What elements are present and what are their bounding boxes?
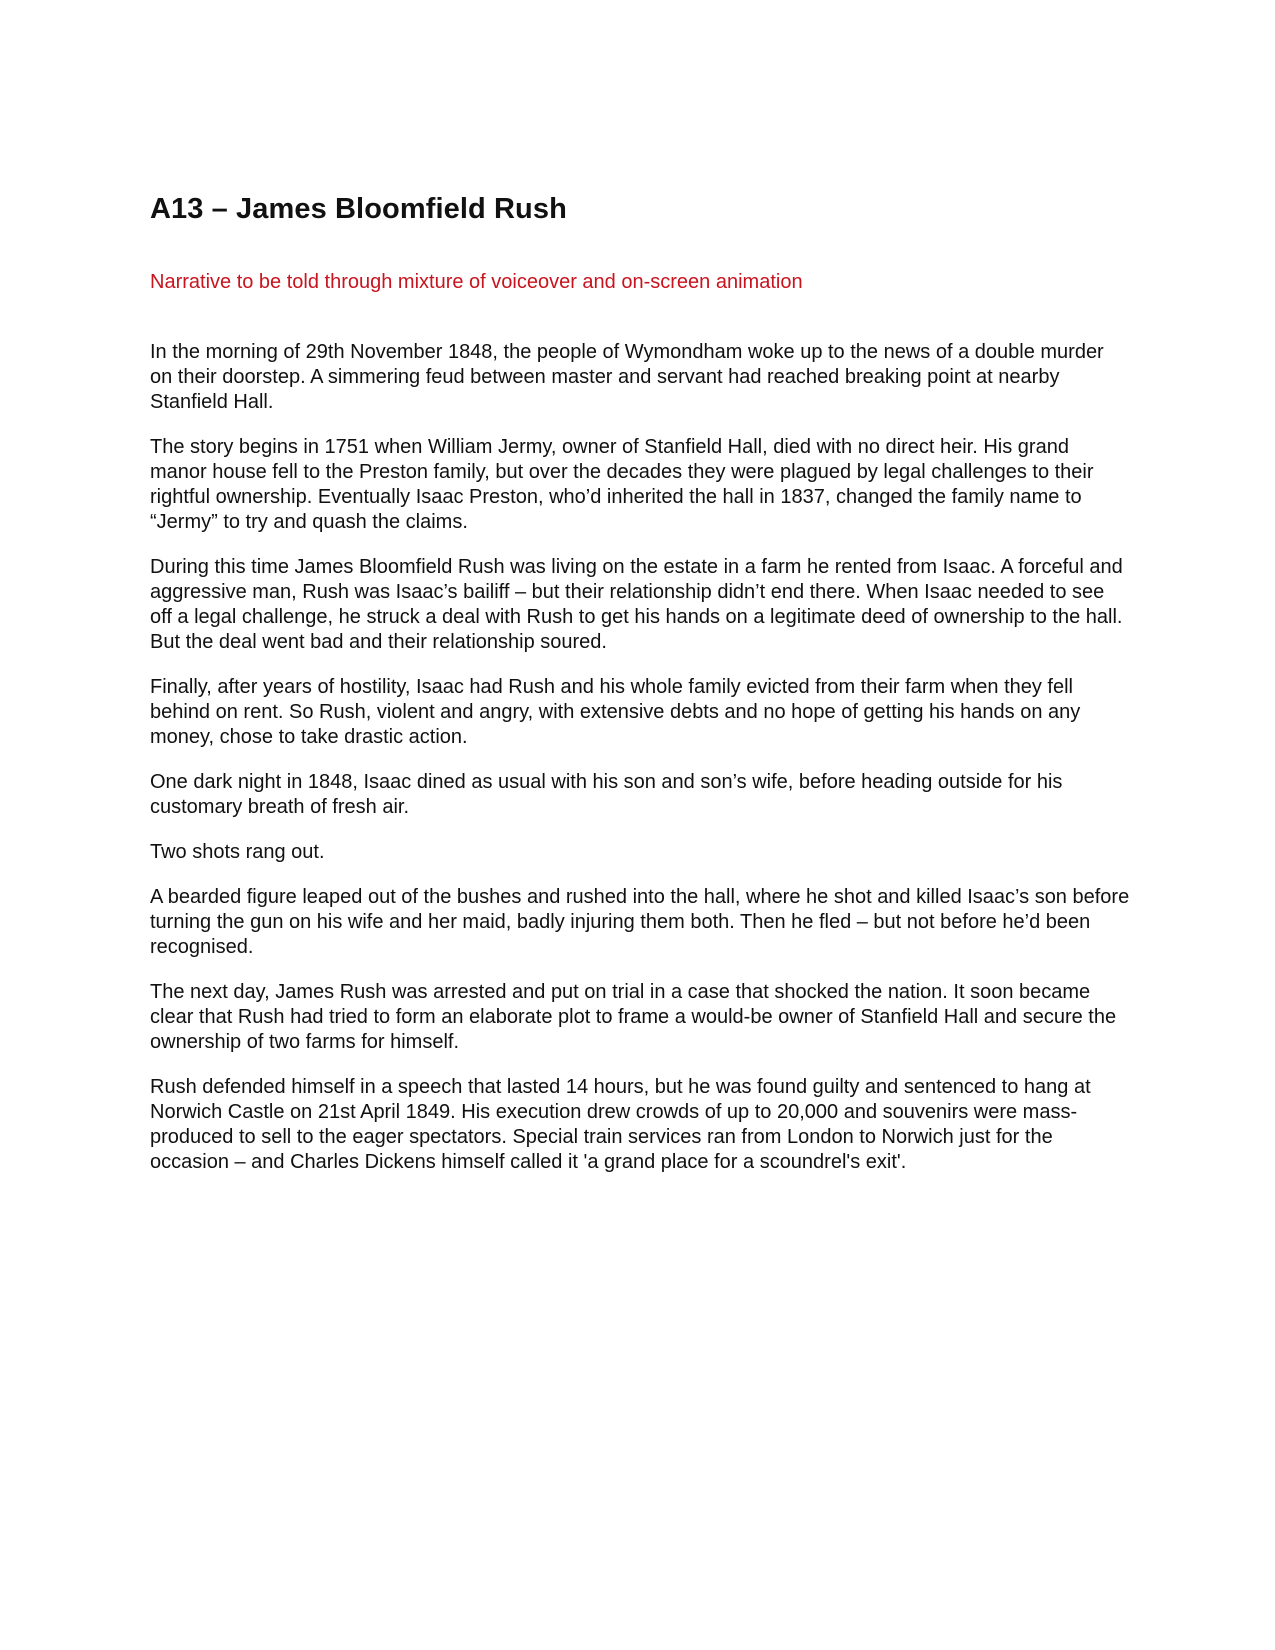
paragraph: Two shots rang out.	[150, 841, 325, 863]
paragraph: Finally, after years of hostility, Isaac had Rush and his whole family evicted from their farm when they fell behind on rent. So Rush, violent and angry, with extensive debts and no hope of getting his hands on any money, chose to take drastic action.	[150, 676, 1081, 748]
document-title: A13 – James Bloomfield Rush	[150, 193, 567, 225]
paragraph: During this time James Bloomfield Rush was living on the estate in a farm he rented from Isaac. A forceful and aggressive man, Rush was Isaac’s bailiff – but their relationship didn’t end there. When Isaac needed to see off a legal challenge, he struck a deal with Rush to get his hands on a legitimate deed of ownership to the hall. But the deal went bad and their relationship soured.	[150, 556, 1123, 653]
paragraph: The next day, James Rush was arrested and put on trial in a case that shocked the nation. It soon became clear that Rush had tried to form an elaborate plot to frame a would-be owner of Stanfield Hall and secure the ownership of two farms for himself.	[150, 981, 1117, 1053]
paragraph: A bearded figure leaped out of the bushes and rushed into the hall, where he shot and killed Isaac’s son before turning the gun on his wife and her maid, badly injuring them both. Then he fled – but not before he’d been recognised.	[150, 886, 1130, 958]
paragraph: The story begins in 1751 when William Jermy, owner of Stanfield Hall, died with no direct heir. His grand manor house fell to the Preston family, but over the decades they were plagued by legal challenges to their rightful ownership. Eventually Isaac Preston, who’d inherited the hall in 1837, changed the family name to “Jermy” to try and quash the claims.	[150, 436, 1094, 533]
paragraph: Rush defended himself in a speech that lasted 14 hours, but he was found guilty and sentenced to hang at Norwich Castle on 21st April 1849. His execution drew crowds of up to 20,000 and souvenirs were mass-produced to sell to the eager spectators. Special train services ran from London to Norwich just for the occasion – and Charles Dickens himself called it 'a grand place for a scoundrel's exit'.	[150, 1076, 1091, 1173]
document-content	[150, 192, 1130, 1195]
document-body	[150, 340, 1130, 1175]
document-subtitle: Narrative to be told through mixture of voiceover and on-screen animation	[150, 271, 803, 293]
paragraph: In the morning of 29th November 1848, the people of Wymondham woke up to the news of a double murder on their doorstep. A simmering feud between master and servant had reached breaking point at nearby Stanfield Hall.	[150, 341, 1104, 413]
paragraph: One dark night in 1848, Isaac dined as usual with his son and son’s wife, before heading outside for his customary breath of fresh air.	[150, 771, 1063, 818]
